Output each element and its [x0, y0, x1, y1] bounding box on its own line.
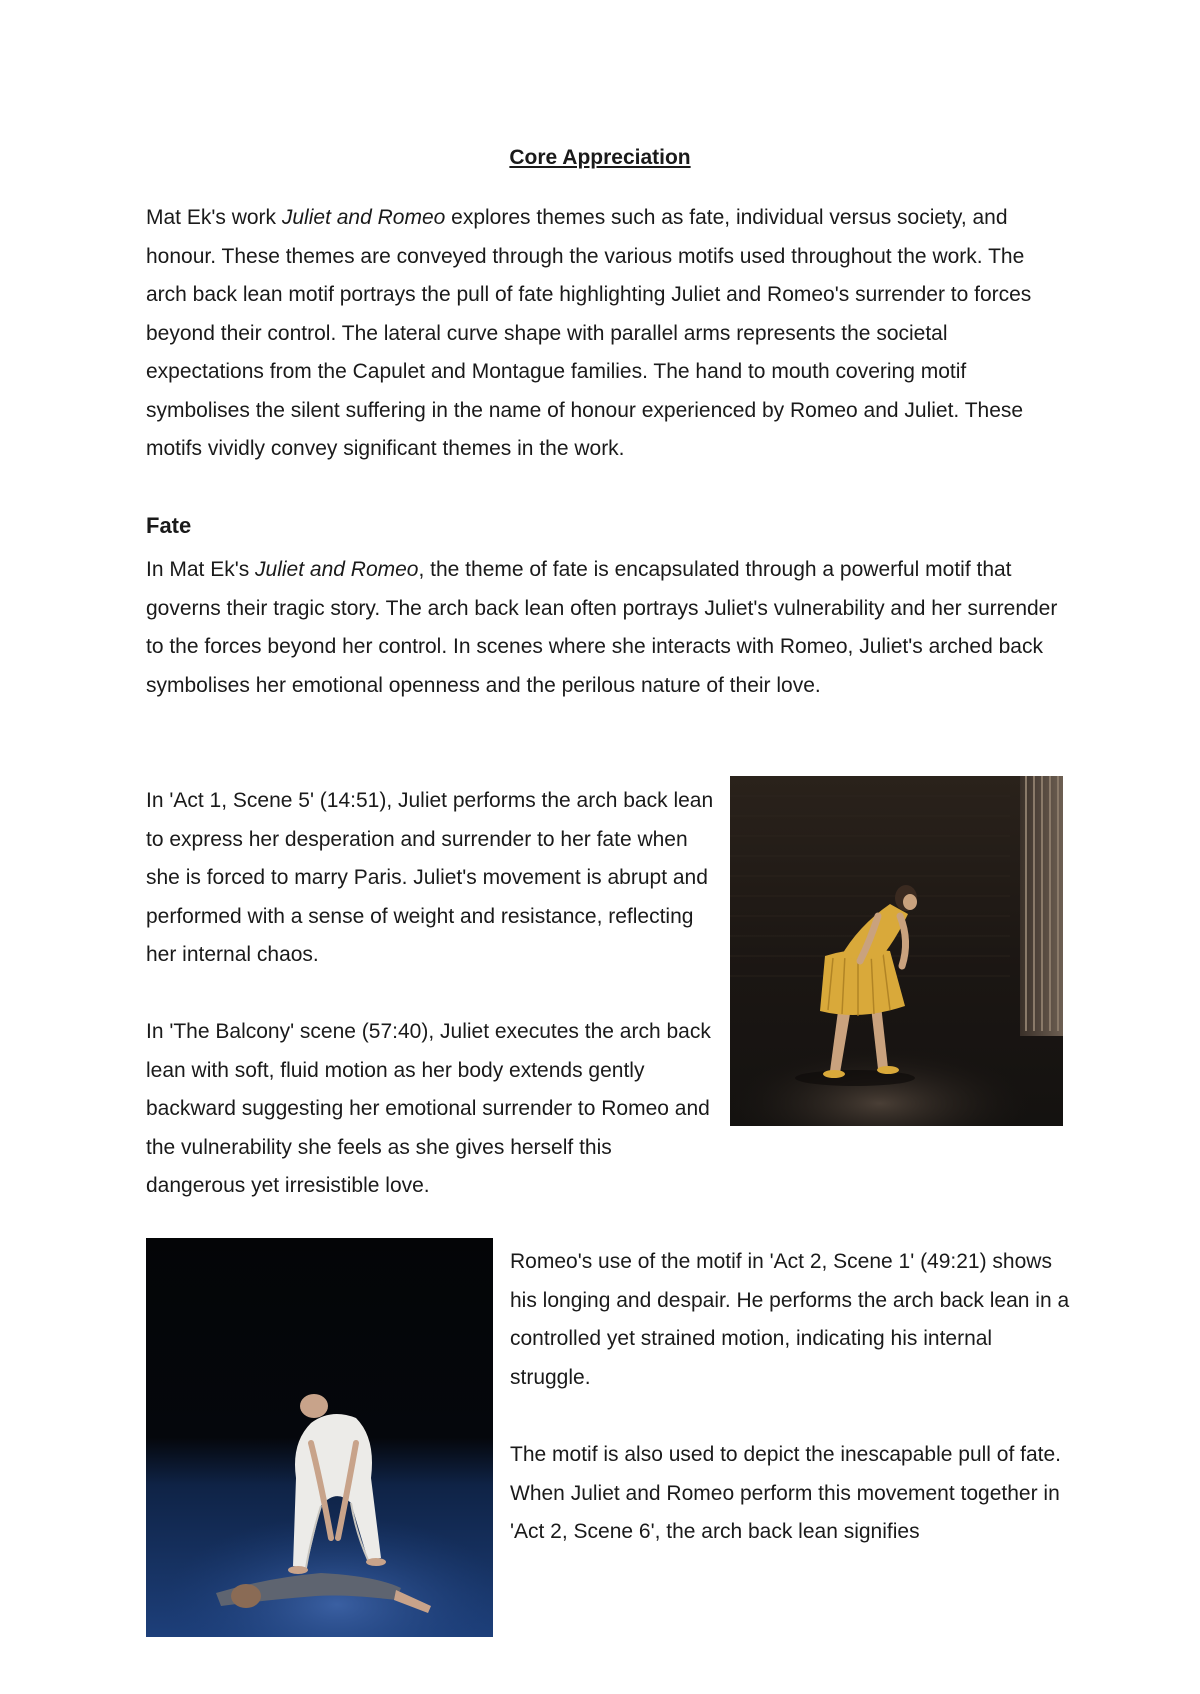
intro-paragraph — [146, 199, 1066, 469]
fate-paragraph-5: The motif is also used to depict the inescapable pull of fate. When Juliet and Romeo perform this movement together in 'Act 2, Scene 6', the arch back lean signifies — [510, 1443, 1061, 1543]
juliet-arch-photo — [730, 776, 1063, 1126]
juliet-arch-image — [730, 776, 1063, 1126]
fate-p1-post: , the theme of fate is encapsulated through a powerful motif that governs their tragic story. The arch back lean often portrays Juliet's vulnerability and her surrender to the forces beyond her control. In scenes where she interacts with Romeo, Juliet's arched back symbolises her emotional openness and the perilous nature of their love. — [146, 558, 1058, 697]
fate-paragraph-2: In 'Act 1, Scene 5' (14:51), Juliet performs the arch back lean to express her desperation and surrender to her fate when she is forced to marry Paris. Juliet's movement is abrupt and performed with a sense of weight and resistance, reflecting her internal chaos. — [146, 789, 714, 966]
fate-paragraph-3: In 'The Balcony' scene (57:40), Juliet executes the arch back lean with soft, fluid motion as her body extends gently backward suggesting her emotional surrender to Romeo and the vulnerability she feels as she gives herself this dangerous yet irresistible love. — [146, 1020, 711, 1197]
romeo-juliet-duet-photo — [146, 1238, 493, 1637]
section-heading-fate: Fate — [146, 513, 192, 538]
fate-paragraph-1 — [146, 551, 1066, 705]
romeo-juliet-duet-image — [146, 1238, 493, 1637]
fate-paragraph-4: Romeo's use of the motif in 'Act 2, Scene 1' (49:21) shows his longing and despair. He performs the arch back lean in a controlled yet strained motion, indicating his internal struggle. — [510, 1250, 1070, 1389]
fate-p1-pre: In Mat Ek's — [146, 558, 256, 581]
intro-text-post: explores themes such as fate, individual versus society, and honour. These themes are conveyed through the various motifs used throughout the work. The arch back lean motif portrays the pull of fate highlighting Juliet and Romeo's surrender to forces beyond their control. The lateral curve shape with parallel arms represents the societal expectations from the Capulet and Montague families. The hand to mouth covering motif symbolises the silent suffering in the name of honour experienced by Romeo and Juliet. These motifs vividly convey significant themes in the work. — [146, 206, 1032, 460]
intro-work-title: Juliet and Romeo — [281, 206, 446, 229]
intro-text-pre: Mat Ek's work — [146, 206, 282, 229]
page-title: Core Appreciation — [509, 146, 691, 169]
fate-p1-work-title: Juliet and Romeo — [255, 558, 419, 581]
